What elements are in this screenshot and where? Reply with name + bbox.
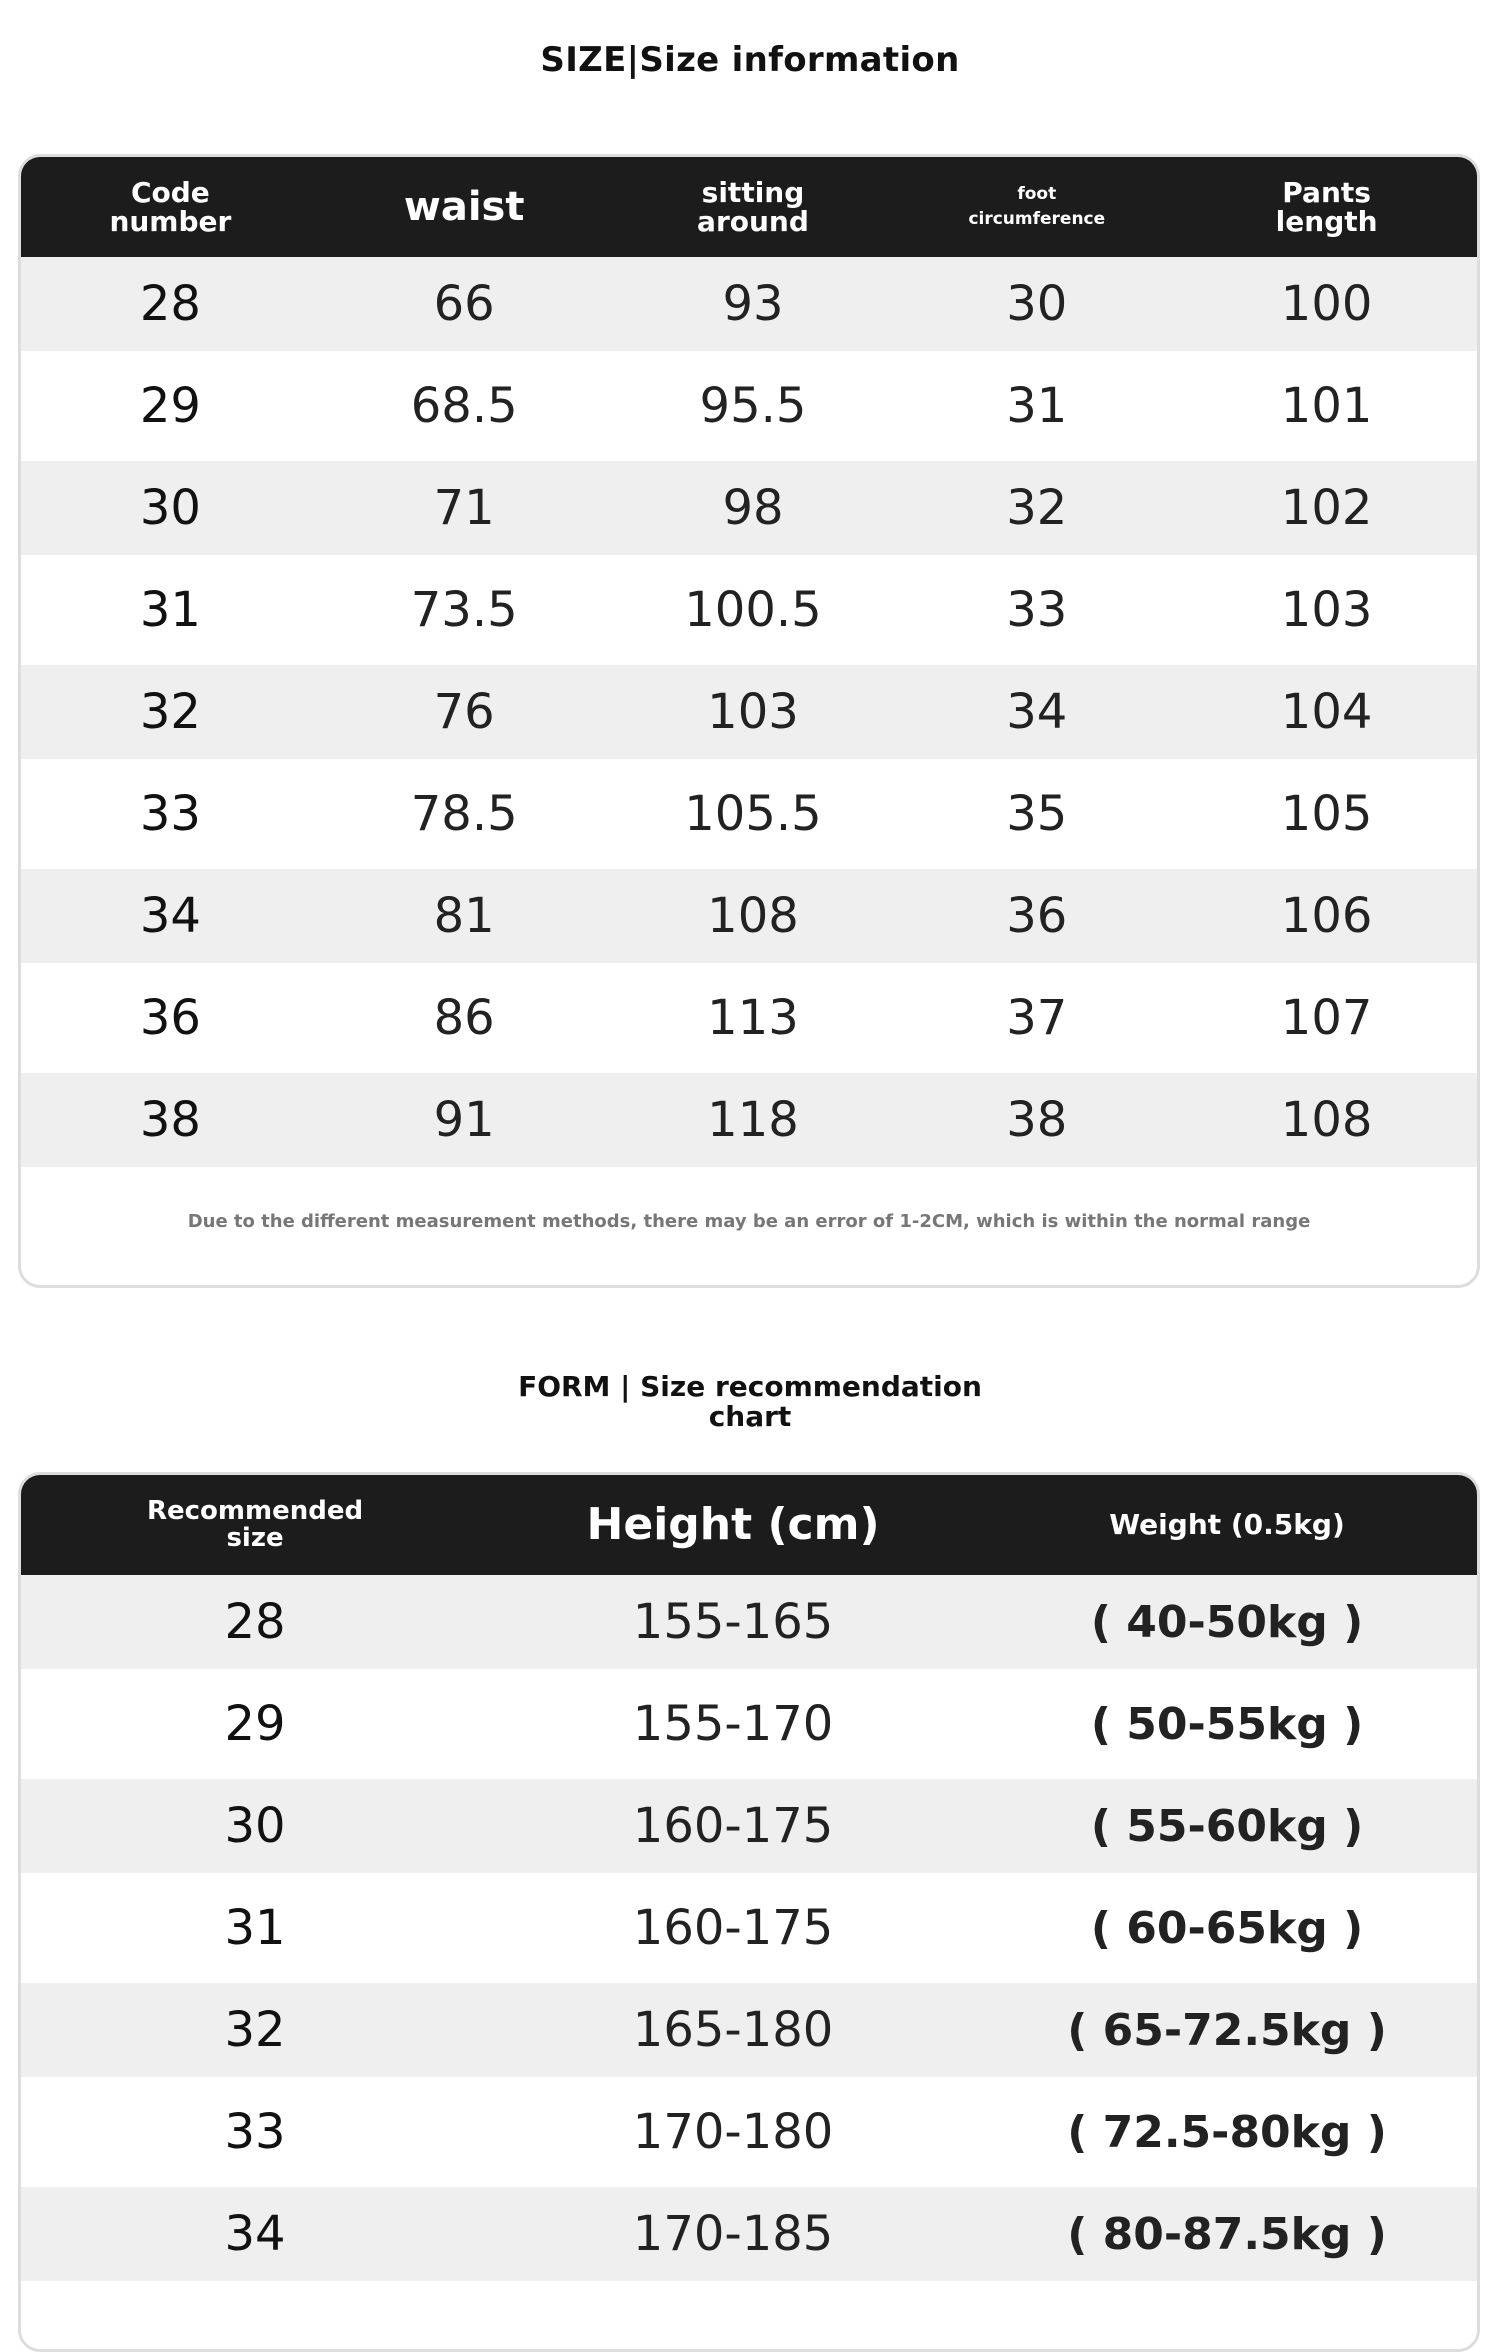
cell-size: 32	[224, 2002, 286, 2058]
cell-sitting-around: 100.5	[684, 582, 822, 638]
cell-pants-length: 104	[1280, 684, 1373, 740]
cell-waist: 73.5	[410, 582, 518, 638]
table-row	[21, 2187, 1477, 2281]
cell-code: 32	[139, 684, 201, 740]
cell-pants-length: 100	[1280, 276, 1373, 332]
cell-code: 33	[139, 786, 201, 842]
table-row	[21, 1873, 1477, 1983]
cell-weight: ( 40-50kg )	[1090, 1596, 1364, 1648]
cell-code: 38	[139, 1092, 201, 1148]
header-weight: Weight (0.5kg)	[1109, 1508, 1345, 1541]
table-row	[21, 555, 1477, 665]
cell-height: 165-180	[632, 2002, 834, 2058]
cell-code: 31	[139, 582, 201, 638]
cell-pants-length: 107	[1280, 990, 1373, 1046]
cell-weight: ( 80-87.5kg )	[1067, 2208, 1387, 2260]
cell-height: 155-170	[632, 1696, 834, 1752]
cell-height: 160-175	[632, 1900, 834, 1956]
cell-foot-circumference: 30	[1006, 276, 1068, 332]
cell-pants-length: 101	[1280, 378, 1373, 434]
cell-waist: 71	[433, 480, 495, 536]
cell-weight: ( 55-60kg )	[1090, 1800, 1364, 1852]
size-recommendation-table	[18, 1472, 1480, 2352]
table-row	[21, 1983, 1477, 2077]
header-recommended-size: Recommended size	[146, 1495, 364, 1553]
table-header	[21, 157, 1477, 257]
cell-height: 170-180	[632, 2104, 834, 2160]
table-row	[21, 1575, 1477, 1669]
header-pants-length: Pants length	[1275, 175, 1378, 238]
header-sitting-around: sitting around	[697, 175, 809, 238]
header-foot-circumference: foot circumference	[968, 184, 1106, 229]
cell-foot-circumference: 32	[1006, 480, 1068, 536]
cell-waist: 76	[433, 684, 495, 740]
cell-weight: ( 65-72.5kg )	[1067, 2004, 1387, 2056]
cell-foot-circumference: 38	[1006, 1092, 1068, 1148]
measurement-note: Due to the different measurement methods, there may be an error of 1-2CM, which is within the normal range	[187, 1211, 1311, 1232]
cell-height: 155-165	[632, 1594, 834, 1650]
cell-sitting-around: 105.5	[684, 786, 822, 842]
cell-size: 33	[224, 2104, 286, 2160]
cell-pants-length: 102	[1280, 480, 1373, 536]
cell-height: 160-175	[632, 1798, 834, 1854]
cell-waist: 81	[433, 888, 495, 944]
cell-code: 29	[139, 378, 201, 434]
cell-foot-circumference: 37	[1006, 990, 1068, 1046]
cell-size: 30	[224, 1798, 286, 1854]
table-header	[21, 1475, 1477, 1575]
cell-size: 28	[224, 1594, 286, 1650]
table-row	[21, 351, 1477, 461]
table-row	[21, 2281, 1477, 2352]
cell-waist: 66	[433, 276, 495, 332]
cell-size: 29	[224, 1696, 286, 1752]
cell-waist: 86	[433, 990, 495, 1046]
cell-height: 170-185	[632, 2206, 834, 2262]
cell-waist: 91	[433, 1092, 495, 1148]
cell-size: 31	[224, 1900, 286, 1956]
cell-sitting-around: 108	[707, 888, 799, 944]
cell-sitting-around: 93	[722, 276, 784, 332]
header-height: Height (cm)	[586, 1499, 880, 1550]
cell-size: 34	[224, 2206, 286, 2262]
table-row	[21, 1669, 1477, 1779]
table-row	[21, 257, 1477, 351]
header-code-number: Code number	[109, 175, 232, 238]
cell-foot-circumference: 35	[1006, 786, 1068, 842]
cell-sitting-around: 118	[707, 1092, 799, 1148]
cell-waist: 78.5	[410, 786, 518, 842]
cell-weight: ( 50-55kg )	[1090, 1698, 1364, 1750]
size-information-table	[18, 154, 1480, 1288]
cell-code: 30	[139, 480, 201, 536]
cell-pants-length: 105	[1280, 786, 1373, 842]
table-row	[21, 2077, 1477, 2187]
cell-sitting-around: 113	[707, 990, 799, 1046]
section-title: FORM | Size recommendation chart	[518, 1370, 982, 1433]
header-waist: waist	[403, 184, 525, 230]
cell-foot-circumference: 34	[1006, 684, 1068, 740]
table-row	[21, 963, 1477, 1073]
cell-foot-circumference: 33	[1006, 582, 1068, 638]
page-title: SIZE|Size information	[540, 40, 960, 80]
cell-code: 34	[139, 888, 201, 944]
table-row	[21, 461, 1477, 555]
cell-code: 36	[139, 990, 201, 1046]
cell-waist: 68.5	[410, 378, 518, 434]
cell-pants-length: 106	[1280, 888, 1373, 944]
cell-weight: ( 60-65kg )	[1090, 1902, 1364, 1954]
table-row	[21, 869, 1477, 963]
cell-sitting-around: 103	[707, 684, 799, 740]
cell-code: 28	[139, 276, 201, 332]
table-row	[21, 1073, 1477, 1167]
table-row	[21, 759, 1477, 869]
cell-foot-circumference: 31	[1006, 378, 1068, 434]
cell-foot-circumference: 36	[1006, 888, 1068, 944]
cell-weight: ( 72.5-80kg )	[1067, 2106, 1387, 2158]
table-row	[21, 1779, 1477, 1873]
cell-sitting-around: 95.5	[699, 378, 807, 434]
table-row	[21, 665, 1477, 759]
cell-pants-length: 108	[1280, 1092, 1373, 1148]
cell-sitting-around: 98	[722, 480, 784, 536]
cell-pants-length: 103	[1280, 582, 1373, 638]
